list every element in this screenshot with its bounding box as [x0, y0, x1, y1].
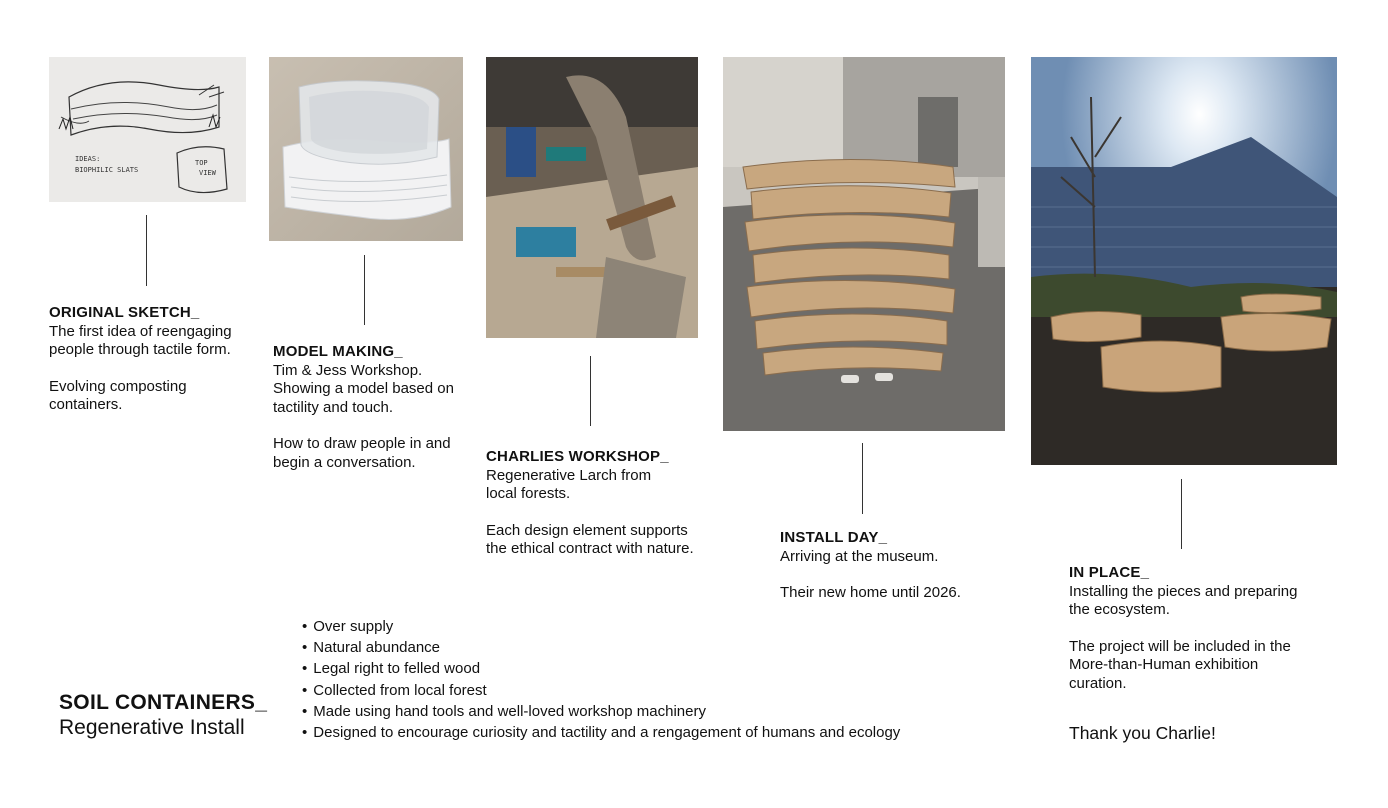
- page-title-block: [59, 690, 267, 740]
- workshop-image: [486, 57, 698, 338]
- install-day-photo: [723, 57, 1005, 431]
- list-item: • Collected from local forest: [302, 680, 900, 701]
- list-item: • Made using hand tools and well-loved workshop machinery: [302, 701, 900, 722]
- step-text: local forests.: [486, 485, 571, 502]
- step-text: The first idea of reengaging: [49, 322, 232, 340]
- step-charlies-workshop: [486, 448, 694, 559]
- step-text: Each design element supports: [486, 521, 688, 539]
- step-heading: IN PLACE_: [1069, 564, 1150, 581]
- step-text: More-than-Human exhibition: [1069, 656, 1259, 673]
- model-image: [269, 57, 463, 241]
- step-text: Showing a model based on: [273, 380, 454, 397]
- page-title: SOIL CONTAINERS_: [59, 691, 268, 714]
- workshop-photo: [486, 57, 698, 338]
- sketch-note-ideas: IDEAS:: [75, 155, 101, 163]
- in-place-photo: [1031, 57, 1337, 465]
- list-item: • Natural abundance: [302, 637, 900, 658]
- model-making-photo: [269, 57, 463, 241]
- step-model-making: [273, 343, 454, 472]
- list-item: • Legal right to felled wood: [302, 658, 900, 679]
- thanks-note: Thank you Charlie!: [1069, 723, 1216, 743]
- connector-line: [862, 443, 863, 514]
- connector-line: [590, 356, 591, 426]
- step-install-day: [780, 529, 961, 603]
- list-item: • Over supply: [302, 616, 900, 637]
- step-text: Tim & Jess Workshop.: [273, 361, 423, 379]
- sketch-drawing: [49, 57, 246, 202]
- install-image: [723, 57, 1005, 431]
- step-text: Regenerative Larch from: [486, 466, 652, 484]
- step-original-sketch: [49, 304, 232, 415]
- step-text: The project will be included in the: [1069, 637, 1291, 655]
- original-sketch-photo: [49, 57, 246, 202]
- step-text: Installing the pieces and preparing: [1069, 582, 1298, 600]
- sketch-note-slats: BIOPHILIC SLATS: [75, 166, 139, 174]
- step-text: begin a conversation.: [273, 453, 416, 471]
- step-text: containers.: [49, 396, 123, 413]
- connector-line: [146, 215, 147, 286]
- step-text: Evolving composting: [49, 377, 187, 395]
- step-in-place: [1069, 564, 1298, 693]
- in-place-image: [1031, 57, 1337, 465]
- sketch-note-view: VIEW: [199, 169, 216, 177]
- step-text: curation.: [1069, 674, 1127, 692]
- step-heading: ORIGINAL SKETCH_: [49, 304, 200, 321]
- step-heading: MODEL MAKING_: [273, 343, 403, 360]
- step-text: Arriving at the museum.: [780, 547, 939, 565]
- principles-list: [302, 616, 900, 743]
- list-item: • Designed to encourage curiosity and tactility and a rengagement of humans and ecology: [302, 722, 900, 743]
- page-subtitle: Regenerative Install: [59, 716, 245, 739]
- step-text: Their new home until 2026.: [780, 584, 961, 601]
- connector-line: [1181, 479, 1182, 549]
- connector-line: [364, 255, 365, 325]
- step-heading: CHARLIES WORKSHOP_: [486, 448, 669, 465]
- step-heading: INSTALL DAY_: [780, 529, 888, 546]
- step-text: tactility and touch.: [273, 398, 394, 416]
- step-text: the ethical contract with nature.: [486, 540, 694, 557]
- sketch-note-top: TOP: [195, 159, 208, 167]
- step-text: How to draw people in and: [273, 435, 451, 452]
- step-text: the ecosystem.: [1069, 601, 1170, 618]
- step-text: people through tactile form.: [49, 341, 231, 358]
